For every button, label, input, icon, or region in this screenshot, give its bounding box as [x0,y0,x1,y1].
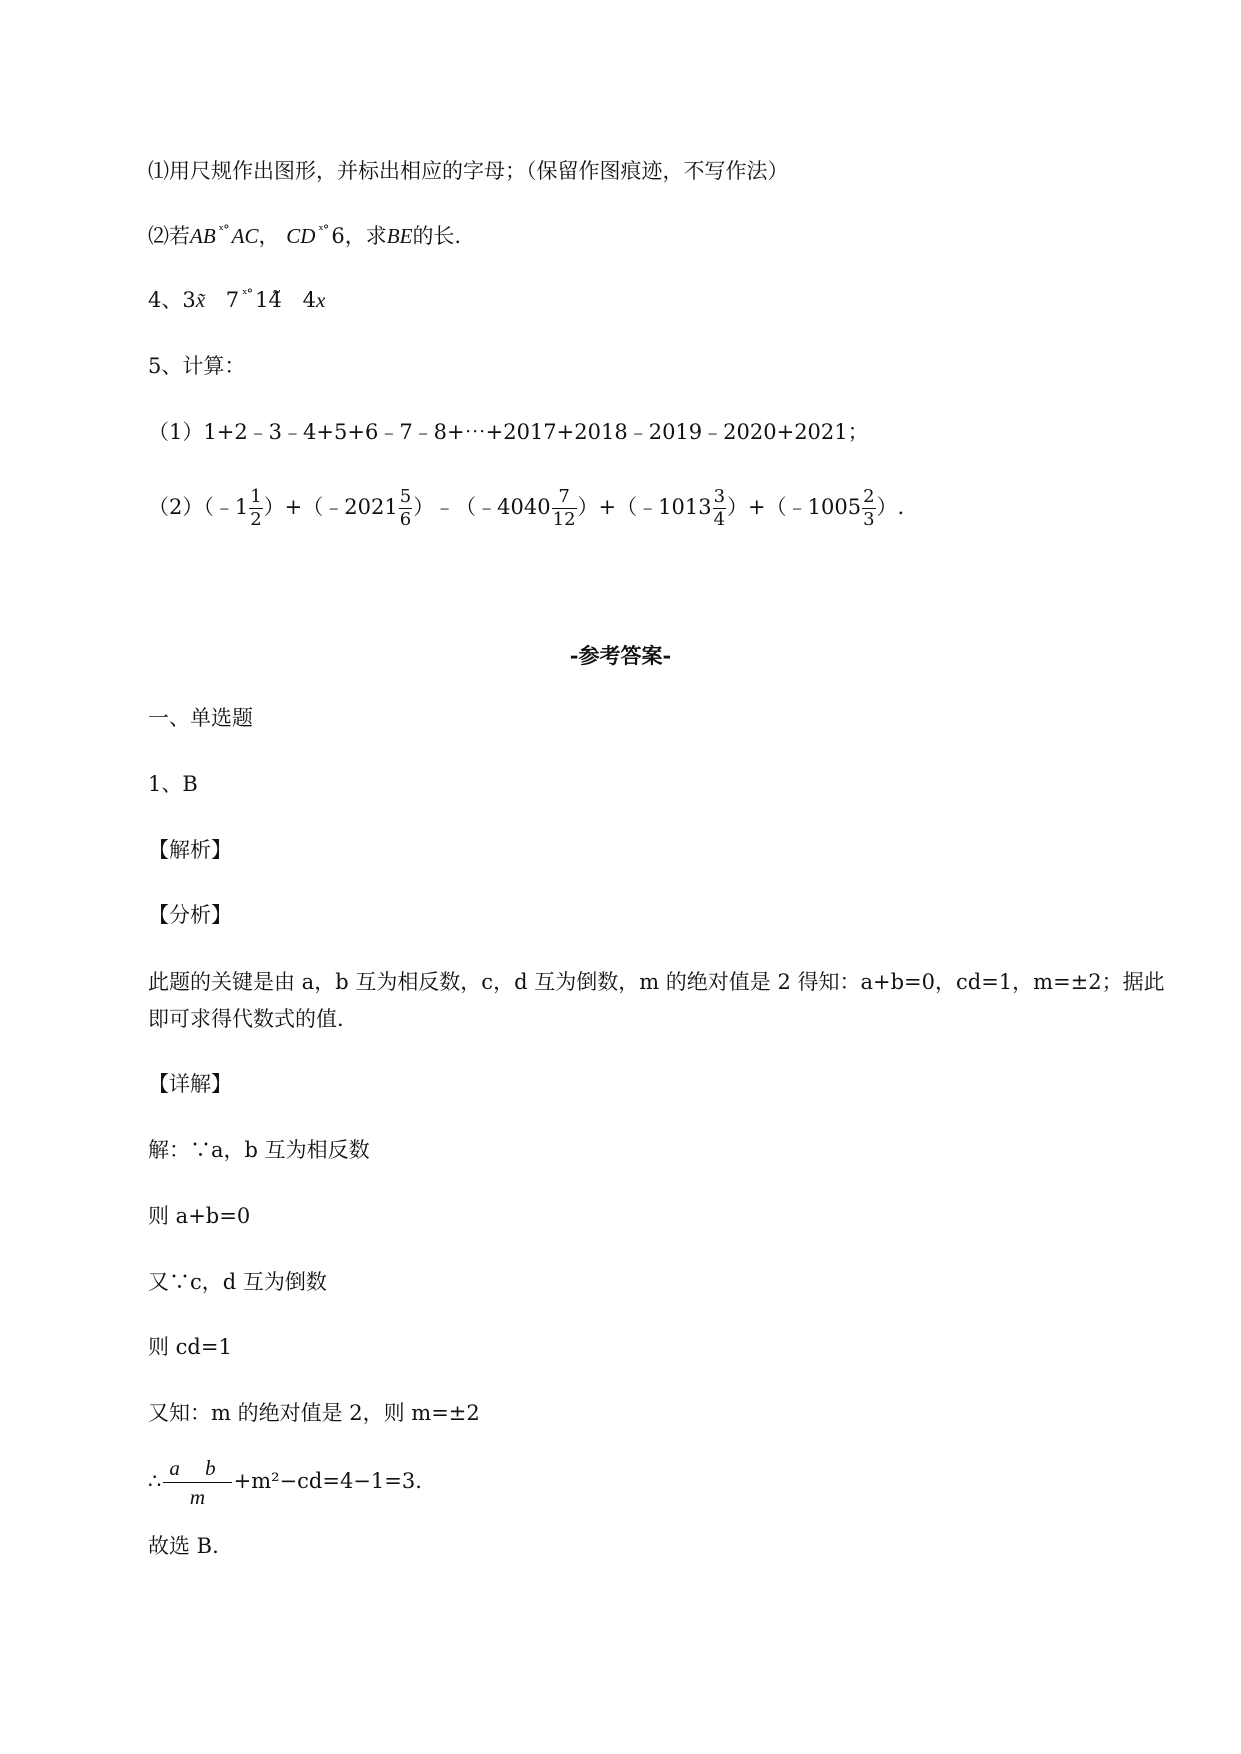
q3-sub1: ⑴用尺规作出图形，并标出相应的字母；（保留作图痕迹，不写作法） [148,159,789,183]
fraction [862,486,875,531]
denominator: 3 [863,509,875,530]
denominator: m [163,1482,231,1511]
numerator: a b [169,1456,226,1480]
cd-label: CD [286,224,316,248]
fraction [249,486,262,531]
q5-sub1: （1）1+2﹣3﹣4+5+6﹣7﹣8+⋯+2017+2018﹣2019﹣2020+2021； [148,420,869,444]
numerator: 5 [399,486,412,507]
analysis-line-1: 此题的关键是由 a，b 互为相反数，c，d 互为倒数，m 的绝对值是 2 得知：a+b=0，cd=1，m=±2；据此 [148,970,1165,994]
therefore-symbol: ∴ [148,1469,162,1493]
expr-part: （2）（﹣1 [148,495,249,519]
denominator: 12 [552,509,576,530]
q4-c: 14̃ [255,288,282,312]
q4-x2: x [315,288,326,312]
denominator: 2 [250,509,262,530]
numerator: 2 [863,486,875,507]
q4 [148,286,325,318]
garbled-symbol: ˣ° [242,287,253,302]
numerator: 3 [713,486,726,507]
jiexi-label: 【解析】 [148,838,232,862]
q4-d: 4 [302,288,316,312]
solution-line-1: 解：∵a，b 互为相反数 [148,1138,370,1162]
answer-heading: -参考答案- [569,643,672,668]
expr-part: ）+（﹣1005 [727,495,862,519]
expr-part: ）+（﹣1013 [577,495,712,519]
q3-sub2-prefix: ⑵若 [148,224,190,248]
final-answer: 故选 B. [148,1534,219,1558]
ab-label: AB [190,224,216,248]
numerator: 7 [558,486,570,507]
denominator: 4 [713,509,726,530]
separator: ， [258,224,280,248]
garbled-symbol: ˣ° [318,223,329,238]
q3-sub2-suffix: 的长. [412,224,462,248]
expr-part: ）. [876,495,905,519]
garbled-symbol: ˣ° [218,223,229,238]
fraction [399,486,412,531]
solution-line-5: 又知：m 的绝对值是 2，则 m=±2 [148,1401,480,1425]
be-label: BE [386,224,413,248]
q4-number: 4、 [148,288,183,312]
answer-1: 1、B [148,772,198,796]
q5-sub2 [148,486,904,531]
q3-sub2 [148,222,461,254]
solution-line-2: 则 a+b=0 [148,1204,251,1228]
fraction [713,486,726,531]
analysis-line-2: 即可求得代数式的值. [148,1007,344,1031]
fenxi-label: 【分析】 [148,903,232,927]
expression-tail: +m²−cd=4−1=3. [233,1469,422,1493]
expr-part: ）﹣（﹣4040 [413,495,551,519]
fraction [552,486,577,531]
solution-line-6 [148,1454,422,1511]
solution-line-4: 则 cd=1 [148,1335,232,1359]
q4-a: 3 [182,288,196,312]
q4-x1: x̃ [195,288,206,312]
expression-fraction [163,1454,231,1511]
six-text: 6，求 [331,224,387,248]
q4-b: 7 [225,288,240,312]
denominator: 6 [399,509,412,530]
expr-part: ）+（﹣2021 [263,495,398,519]
q5-title: 5、计算： [148,354,246,378]
solution-line-3: 又∵c，d 互为倒数 [148,1270,327,1294]
numerator: 1 [250,486,262,507]
xiangjie-label: 【详解】 [148,1072,232,1096]
section-heading: 一、单选题 [148,706,253,730]
ac-label: AC [231,224,259,248]
